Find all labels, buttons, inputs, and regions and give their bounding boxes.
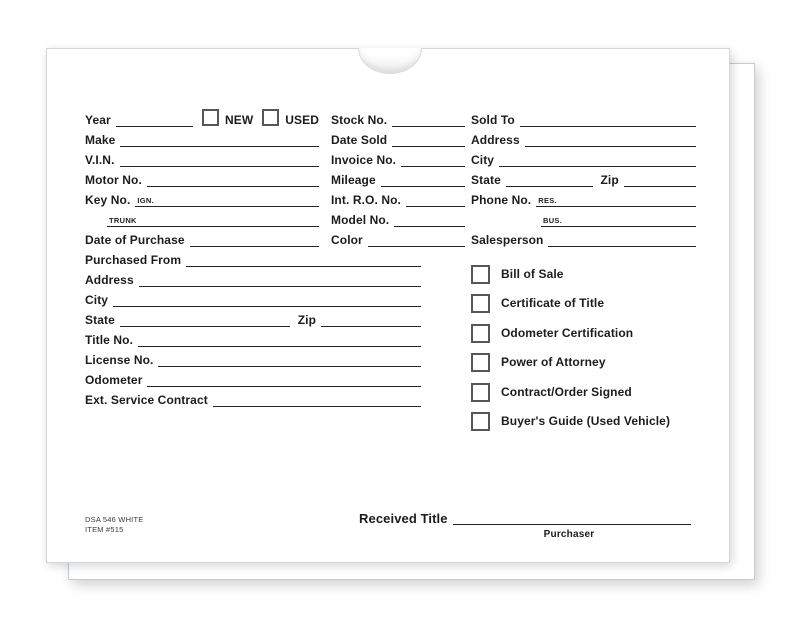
model-no-label: Model No. xyxy=(331,213,390,227)
row-license-no xyxy=(85,351,421,367)
row-odometer xyxy=(85,371,421,387)
title-no-label: Title No. xyxy=(85,333,134,347)
row-address-left xyxy=(85,271,421,287)
mileage-label: Mileage xyxy=(331,173,376,187)
row-invoice-no xyxy=(331,151,465,167)
odometer-certification-checkbox xyxy=(471,324,490,343)
power-of-attorney-checkbox xyxy=(471,353,490,372)
city-left-label: City xyxy=(85,293,109,307)
row-vin xyxy=(85,151,319,167)
row-model-no xyxy=(331,211,465,227)
doc-power-of-attorney xyxy=(471,353,606,372)
res-label: RES. xyxy=(538,196,557,205)
row-salesperson xyxy=(471,231,696,247)
address-left-field-line xyxy=(139,270,421,287)
ext-service-contract-label: Ext. Service Contract xyxy=(85,393,208,407)
purchased-from-field-line xyxy=(186,250,421,267)
invoice-no-field-line xyxy=(401,150,465,167)
purchaser-label: Purchaser xyxy=(543,529,595,540)
int-ro-no-field-line xyxy=(406,190,465,207)
key-no-ign-line xyxy=(135,190,319,207)
purchased-from-label: Purchased From xyxy=(85,253,182,267)
row-address-right xyxy=(471,131,696,147)
state-right-field-line xyxy=(506,170,593,187)
odometer-label: Odometer xyxy=(85,373,143,387)
print-info xyxy=(85,515,143,534)
license-no-field-line xyxy=(158,350,421,367)
row-state-zip-right xyxy=(471,171,696,187)
zip-left-label: Zip xyxy=(297,313,317,327)
bus-label: BUS. xyxy=(543,216,563,225)
row-title-no xyxy=(85,331,421,347)
date-of-purchase-label: Date of Purchase xyxy=(85,233,185,247)
vin-field-line xyxy=(120,150,319,167)
contract-order-signed-checkbox xyxy=(471,383,490,402)
doc-bill-of-sale xyxy=(471,265,564,284)
ext-service-contract-field-line xyxy=(213,390,421,407)
city-right-field-line xyxy=(499,150,696,167)
vin-label: V.I.N. xyxy=(85,153,115,167)
used-checkbox xyxy=(262,109,279,126)
certificate-of-title-checkbox xyxy=(471,294,490,313)
row-int-ro-no xyxy=(331,191,465,207)
doc-certificate-of-title xyxy=(471,294,604,313)
zip-left-field-line xyxy=(321,310,421,327)
zip-right-label: Zip xyxy=(600,173,619,187)
zip-right-field-line xyxy=(624,170,696,187)
row-mileage xyxy=(331,171,465,187)
buyers-guide-checkbox xyxy=(471,412,490,431)
doc-odometer-certification xyxy=(471,324,633,343)
row-year xyxy=(85,111,319,127)
color-field-line xyxy=(368,230,465,247)
motor-no-label: Motor No. xyxy=(85,173,142,187)
odometer-field-line xyxy=(147,370,421,387)
row-state-zip-left xyxy=(85,311,421,327)
color-label: Color xyxy=(331,233,363,247)
deal-envelope xyxy=(46,48,730,563)
thumb-notch xyxy=(358,48,422,74)
row-ext-service-contract xyxy=(85,391,421,407)
row-make xyxy=(85,131,319,147)
row-phone-res xyxy=(471,191,696,207)
year-label: Year xyxy=(85,113,111,127)
state-left-label: State xyxy=(85,313,115,327)
date-of-purchase-field-line xyxy=(190,230,319,247)
model-no-field-line xyxy=(394,210,465,227)
motor-no-field-line xyxy=(147,170,319,187)
state-right-label: State xyxy=(471,173,501,187)
stock-no-field-line xyxy=(392,110,465,127)
title-no-field-line xyxy=(138,330,421,347)
ign-label: IGN. xyxy=(137,196,155,205)
int-ro-no-label: Int. R.O. No. xyxy=(331,193,401,207)
product-code: DSA 546 WHITE xyxy=(85,515,144,524)
row-key-no xyxy=(85,191,319,207)
row-city-left xyxy=(85,291,421,307)
date-sold-field-line xyxy=(392,130,465,147)
row-color xyxy=(331,231,465,247)
received-title-label: Received Title xyxy=(359,511,448,526)
salesperson-field-line xyxy=(548,230,696,247)
phone-res-field-line xyxy=(536,190,696,207)
used-label: USED xyxy=(285,113,319,127)
license-no-label: License No. xyxy=(85,353,154,367)
row-phone-bus xyxy=(541,211,696,227)
received-title-signature-line xyxy=(453,506,691,525)
item-number: ITEM #515 xyxy=(85,524,124,534)
bill-of-sale-label: Bill of Sale xyxy=(501,267,564,281)
make-field-line xyxy=(120,130,319,147)
buyers-guide-label: Buyer's Guide (Used Vehicle) xyxy=(501,414,671,428)
row-key-no-trunk xyxy=(107,211,319,227)
make-label: Make xyxy=(85,133,116,147)
state-left-field-line xyxy=(120,310,290,327)
address-right-label: Address xyxy=(471,133,520,147)
contract-order-signed-label: Contract/Order Signed xyxy=(501,385,632,399)
new-checkbox xyxy=(202,109,219,126)
phone-no-label: Phone No. xyxy=(471,193,532,207)
stock-no-label: Stock No. xyxy=(331,113,388,127)
bill-of-sale-checkbox xyxy=(471,265,490,284)
row-sold-to xyxy=(471,111,696,127)
key-no-trunk-line xyxy=(107,210,319,227)
mileage-field-line xyxy=(381,170,465,187)
new-label: NEW xyxy=(224,113,254,127)
key-no-label: Key No. xyxy=(85,193,131,207)
row-received-title xyxy=(359,507,691,525)
power-of-attorney-label: Power of Attorney xyxy=(501,355,606,369)
invoice-no-label: Invoice No. xyxy=(331,153,397,167)
address-left-label: Address xyxy=(85,273,134,287)
row-city-right xyxy=(471,151,696,167)
certificate-of-title-label: Certificate of Title xyxy=(501,296,605,310)
sold-to-label: Sold To xyxy=(471,113,515,127)
row-date-sold xyxy=(331,131,465,147)
row-motor-no xyxy=(85,171,319,187)
doc-contract-order-signed xyxy=(471,383,632,402)
trunk-label: TRUNK xyxy=(109,216,137,225)
sold-to-field-line xyxy=(520,110,696,127)
row-date-of-purchase xyxy=(85,231,319,247)
city-right-label: City xyxy=(471,153,495,167)
salesperson-label: Salesperson xyxy=(471,233,544,247)
row-purchased-from xyxy=(85,251,421,267)
doc-buyers-guide xyxy=(471,412,670,431)
address-right-field-line xyxy=(525,130,696,147)
phone-bus-field-line xyxy=(541,210,696,227)
date-sold-label: Date Sold xyxy=(331,133,388,147)
city-left-field-line xyxy=(113,290,421,307)
row-stock-no xyxy=(331,111,465,127)
year-field-line xyxy=(116,110,193,127)
odometer-certification-label: Odometer Certification xyxy=(501,326,634,340)
